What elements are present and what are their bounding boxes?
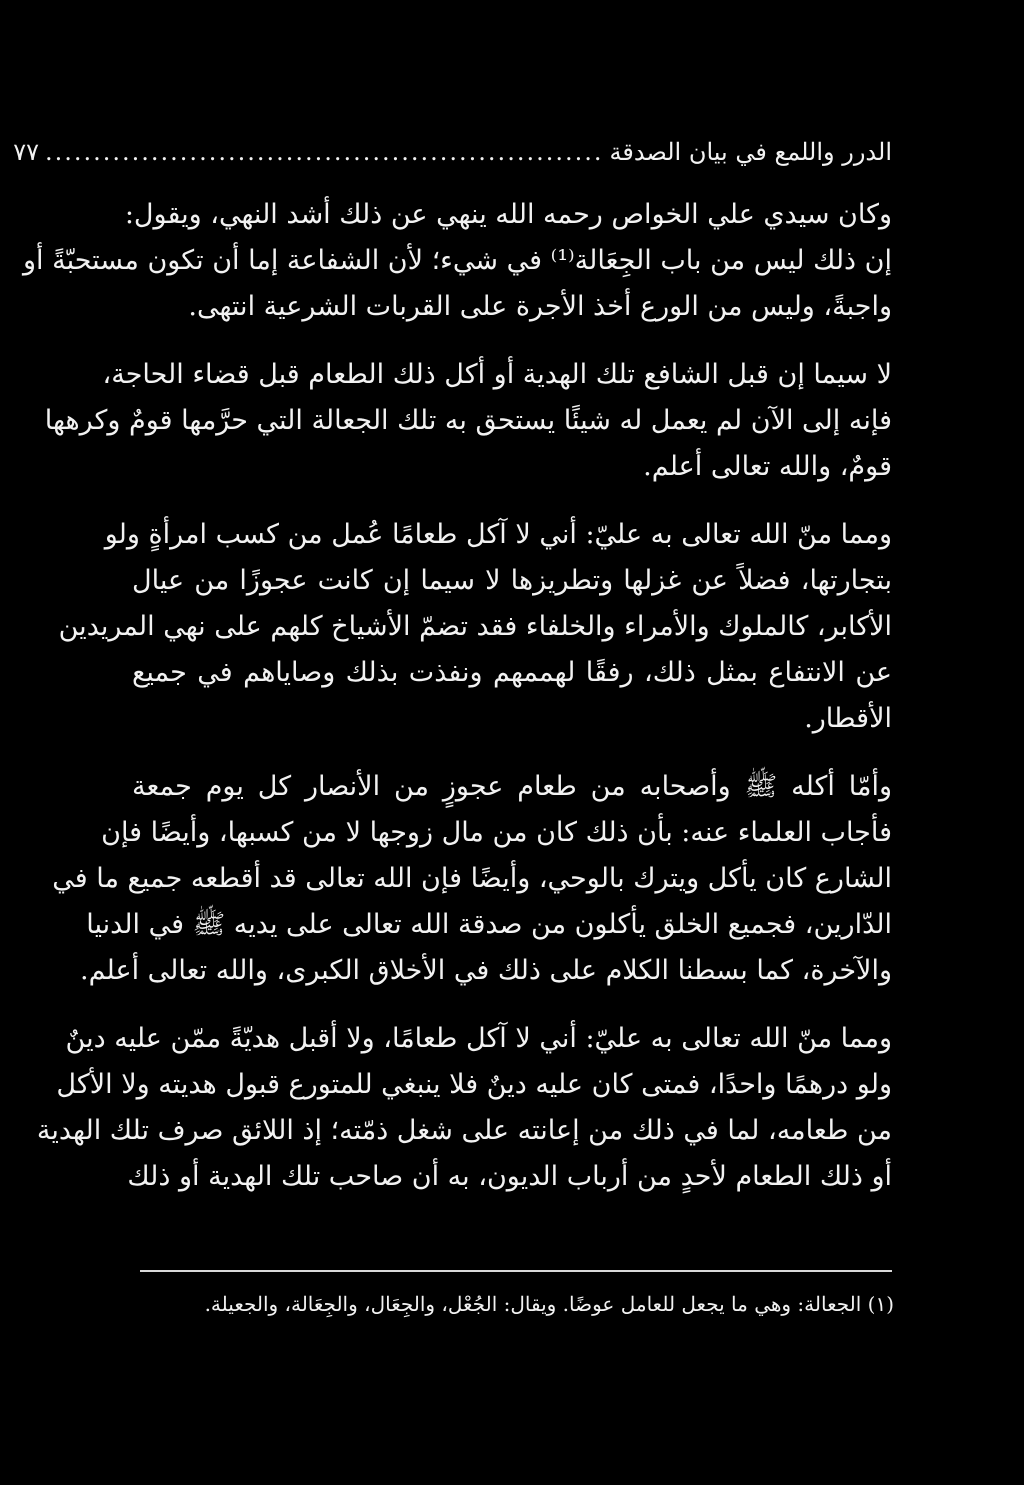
text-line: ومما منّ الله تعالى به عليّ: أني لا آكل طعامًا عُمل من كسب امرأةٍ ولو (104, 519, 892, 550)
text-line: بتجارتها، فضلاً عن غزلها وتطريزها لا سيما إن كانت عجوزًا من عيال (132, 565, 892, 596)
text-line: الأكابر، كالملوك والأمراء والخلفاء فقد تضمّ الأشياخ كلهم على نهي المريدين (58, 611, 892, 642)
text-line: لا سيما إن قبل الشافع تلك الهدية أو أكل ذلك الطعام قبل قضاء الحاجة، (102, 359, 892, 390)
text-line: من طعامه، لما في ذلك من إعانته على شغل ذمّته؛ إذ اللائق صرف تلك الهدية (36, 1115, 892, 1146)
text-line: وأمّا أكله ﷺ وأصحابه من طعام عجوزٍ من الأنصار كل يوم جمعة (132, 771, 892, 802)
text-line: ومما منّ الله تعالى به عليّ: أني لا آكل طعامًا، ولا أقبل هديّةً ممّن عليه دينٌ (65, 1023, 892, 1054)
text-line: أو ذلك الطعام لأحدٍ من أرباب الديون، به أن صاحب تلك الهدية أو ذلك (127, 1161, 892, 1192)
paragraph-2 (44, 352, 892, 490)
text-line: فأجاب العلماء عنه: بأن ذلك كان من مال زوجها لا من كسبها، وأيضًا فإن (101, 817, 892, 848)
footnote-divider (140, 1270, 892, 1272)
text-line: قومٌ، والله تعالى أعلم. (643, 451, 892, 482)
text-line: إن ذلك ليس من باب الجِعَالة⁽¹⁾ في شيء؛ لأن الشفاعة إما أن تكون مستحبّةً أو (22, 245, 892, 276)
text-line: عن الانتفاع بمثل ذلك، رفقًا لهممهم ونفذت بذلك وصاياهم في جميع (132, 657, 892, 688)
running-header (13, 138, 892, 178)
text-line: فإنه إلى الآن لم يعمل له شيئًا يستحق به تلك الجعالة التي حرَّمها قومٌ وكرهها (44, 405, 892, 436)
text-line: الأقطار. (804, 703, 892, 734)
paragraph-1 (22, 192, 892, 330)
paragraph-4 (52, 764, 892, 994)
paragraph-5 (36, 1016, 892, 1200)
header-title: الدرر واللمع في بيان الصدقة (609, 138, 892, 166)
footnote: (١) الجعالة: وهي ما يجعل للعامل عوضًا. ويقال: الجُعْل، والجِعَال، والجِعَالة، والجعيلة. (204, 1292, 894, 1316)
text-line: الدّارين، فجميع الخلق يأكلون من صدقة الله تعالى على يديه ﷺ في الدنيا (86, 909, 892, 940)
page-number: ٧٧ (13, 138, 39, 166)
text-line: واجبةً، وليس من الورع أخذ الأجرة على القربات الشرعية انتهى. (188, 291, 892, 322)
text-line: وكان سيدي علي الخواص رحمه الله ينهي عن ذلك أشد النهي، ويقول: (124, 199, 892, 230)
paragraph-3 (58, 512, 892, 742)
text-line: الشارع كان يأكل ويترك بالوحي، وأيضًا فإن الله تعالى قد أقطعه جميع ما في (52, 863, 892, 894)
text-line: والآخرة، كما بسطنا الكلام على ذلك في الأخلاق الكبرى، والله تعالى أعلم. (79, 955, 892, 986)
header-leader-dots: .......................................................... (45, 138, 604, 166)
main-text (22, 192, 892, 1222)
text-line: ولو درهمًا واحدًا، فمتى كان عليه دينٌ فلا ينبغي للمتورع قبول هديته ولا الأكل (56, 1069, 892, 1100)
